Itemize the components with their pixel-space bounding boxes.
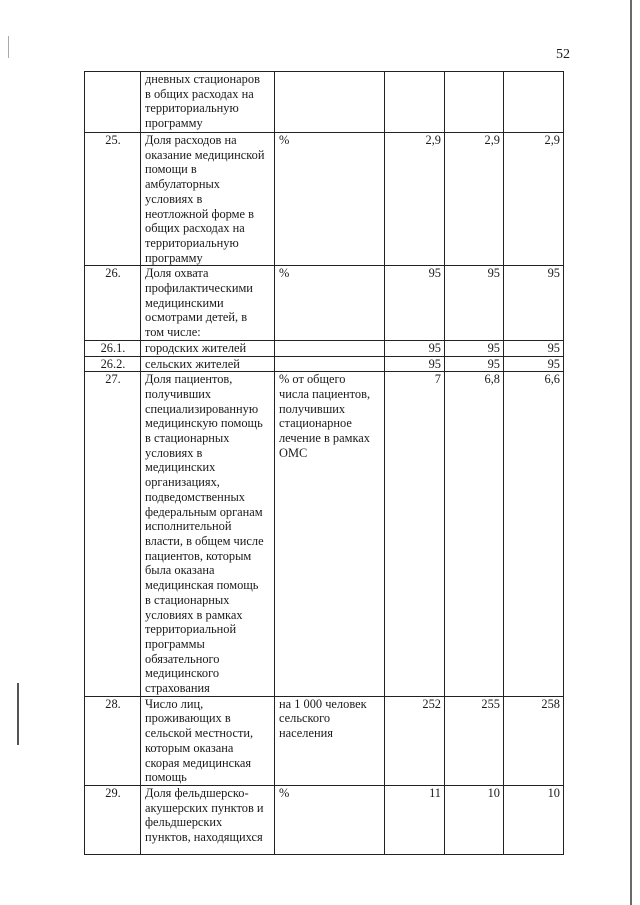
unit-of-measure	[275, 72, 385, 133]
indicator-name-line: в общих расходах на	[145, 86, 254, 101]
value-year-2: 255	[445, 696, 504, 785]
table-row	[85, 266, 564, 341]
table-row	[85, 72, 564, 133]
value-year-3: 10	[504, 785, 564, 854]
table-body	[85, 72, 564, 855]
indicator-name-line: федеральным органам	[145, 504, 263, 519]
table-row	[85, 696, 564, 785]
value-year-3	[504, 72, 564, 133]
indicator-name	[141, 340, 275, 356]
indicator-name-line: Число лиц,	[145, 696, 204, 711]
indicator-name-line: проживающих в	[145, 711, 231, 726]
unit-line: на 1 000 человек	[279, 696, 367, 711]
unit-of-measure	[275, 133, 385, 266]
unit-line: населения	[279, 726, 333, 741]
unit-line: %	[279, 785, 290, 800]
value-year-2: 10	[445, 785, 504, 854]
row-number: 26.	[85, 266, 141, 341]
value-year-3: 6,6	[504, 372, 564, 696]
row-number: 26.2.	[85, 356, 141, 372]
unit-line: сельского	[279, 711, 331, 726]
unit-of-measure	[275, 340, 385, 356]
unit-line: %	[279, 133, 290, 147]
indicator-name	[141, 372, 275, 696]
row-number: 26.1.	[85, 340, 141, 356]
table-row	[85, 356, 564, 372]
unit-line: получивших	[279, 401, 346, 416]
indicator-name-line: осмотрами детей, в	[145, 310, 248, 325]
indicator-name-line: в стационарных	[145, 431, 230, 446]
indicator-name-line: медицинская помощь	[145, 578, 259, 593]
unit-line: числа пациентов,	[279, 386, 371, 401]
value-year-1: 2,9	[385, 133, 445, 266]
indicator-name-line: сельской местности,	[145, 726, 254, 741]
scan-artifact-left	[17, 683, 19, 745]
value-year-3: 258	[504, 696, 564, 785]
unit-of-measure	[275, 785, 385, 854]
indicator-name	[141, 72, 275, 133]
value-year-1: 95	[385, 340, 445, 356]
indicator-name	[141, 696, 275, 785]
unit-of-measure	[275, 696, 385, 785]
indicator-name-line: медицинскими	[145, 295, 224, 310]
indicator-name-line: медицинских	[145, 460, 216, 475]
value-year-1: 252	[385, 696, 445, 785]
indicator-name-line: территориальной	[145, 622, 237, 637]
scan-artifact-top	[8, 36, 9, 58]
unit-line: лечение в рамках	[279, 431, 370, 446]
indicator-name-line: территориальную	[145, 235, 239, 250]
table-row	[85, 785, 564, 854]
value-year-3: 95	[504, 340, 564, 356]
row-number: 29.	[85, 785, 141, 854]
value-year-1: 7	[385, 372, 445, 696]
value-year-2: 95	[445, 340, 504, 356]
row-number: 25.	[85, 133, 141, 266]
scan-artifact-right	[630, 0, 632, 905]
indicator-name-line: городских жителей	[145, 340, 247, 355]
indicator-name-line: условиях в рамках	[145, 607, 243, 622]
indicator-name-line: акушерских пунктов и	[145, 800, 264, 815]
value-year-2: 6,8	[445, 372, 504, 696]
table-row	[85, 340, 564, 356]
indicator-name-line: программу	[145, 116, 203, 131]
indicator-name-line: медицинского	[145, 666, 220, 681]
indicator-name-line: обязательного	[145, 651, 220, 666]
indicator-name-line: фельдшерских	[145, 815, 223, 830]
indicator-name-line: оказание медицинской	[145, 147, 265, 162]
value-year-1: 95	[385, 266, 445, 341]
indicator-name-line: Доля фельдшерско-	[145, 785, 249, 800]
indicator-name-line: дневных стационаров	[145, 72, 260, 86]
indicator-name-line: специализированную	[145, 401, 259, 416]
indicator-name-line: том числе:	[145, 325, 201, 340]
indicator-name-line: власти, в общем числе	[145, 533, 264, 548]
indicator-name-line: помощи в	[145, 162, 197, 177]
value-year-2: 2,9	[445, 133, 504, 266]
indicator-name	[141, 356, 275, 372]
indicator-name-line: неотложной форме в	[145, 206, 254, 221]
row-number: 27.	[85, 372, 141, 696]
indicator-name-line: профилактическими	[145, 281, 253, 296]
unit-line: %	[279, 266, 290, 281]
value-year-3: 95	[504, 266, 564, 341]
page-number: 52	[556, 47, 570, 62]
unit-of-measure	[275, 266, 385, 341]
indicator-name-line: пациентов, которым	[145, 548, 252, 563]
indicator-name-line: в стационарных	[145, 592, 230, 607]
unit-line: % от общего	[279, 372, 346, 387]
unit-of-measure	[275, 372, 385, 696]
value-year-3: 2,9	[504, 133, 564, 266]
indicator-name-line: организациях,	[145, 475, 220, 490]
table-row	[85, 133, 564, 266]
indicator-name-line: которым оказана	[145, 740, 234, 755]
unit-line: ОМС	[279, 445, 308, 460]
unit-of-measure	[275, 356, 385, 372]
row-number	[85, 72, 141, 133]
indicator-name-line: программу	[145, 250, 203, 265]
indicator-name-line: Доля расходов на	[145, 133, 237, 147]
indicator-name-line: помощь	[145, 770, 187, 785]
value-year-2: 95	[445, 266, 504, 341]
indicator-name	[141, 785, 275, 854]
indicator-name-line: подведомственных	[145, 489, 245, 504]
value-year-1: 11	[385, 785, 445, 854]
row-number: 28.	[85, 696, 141, 785]
indicator-name-line: общих расходах на	[145, 221, 245, 236]
indicator-name-line: Доля пациентов,	[145, 372, 233, 387]
indicator-name-line: медицинскую помощь	[145, 416, 263, 431]
indicator-name	[141, 133, 275, 266]
indicator-name-line: страхования	[145, 681, 210, 696]
value-year-1: 95	[385, 356, 445, 372]
indicator-name	[141, 266, 275, 341]
indicator-name-line: была оказана	[145, 563, 215, 578]
value-year-3: 95	[504, 356, 564, 372]
value-year-2: 95	[445, 356, 504, 372]
indicator-name-line: исполнительной	[145, 519, 232, 534]
indicators-table	[84, 71, 564, 855]
indicator-name-line: условиях в	[145, 191, 203, 206]
value-year-1	[385, 72, 445, 133]
indicator-name-line: скорая медицинская	[145, 755, 252, 770]
table-row	[85, 372, 564, 696]
indicator-name-line: условиях в	[145, 445, 203, 460]
indicator-name-line: сельских жителей	[145, 356, 240, 371]
indicator-name-line: пунктов, находящихся	[145, 830, 263, 845]
indicator-name-line: амбулаторных	[145, 177, 220, 192]
indicator-name-line: Доля охвата	[145, 266, 209, 281]
unit-line: стационарное	[279, 416, 352, 431]
value-year-2	[445, 72, 504, 133]
indicator-name-line: программы	[145, 636, 205, 651]
indicator-name-line: получивших	[145, 386, 212, 401]
indicator-name-line: территориальную	[145, 101, 239, 116]
